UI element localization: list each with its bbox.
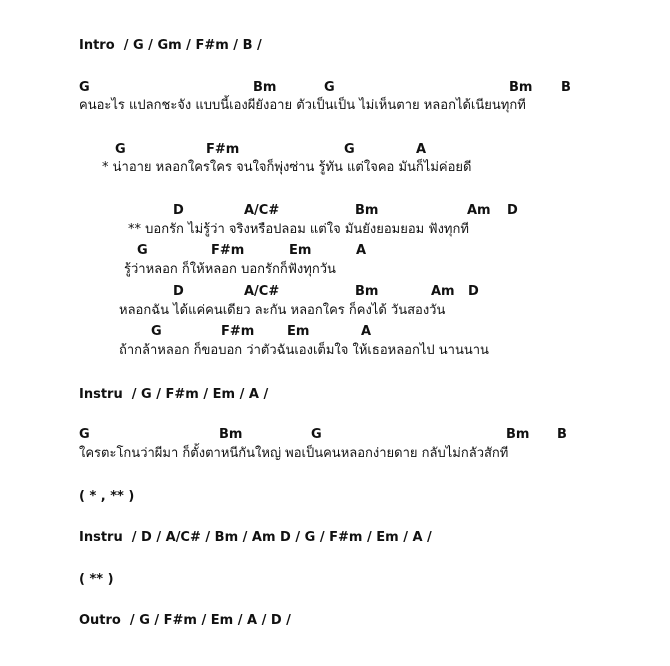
chord-label: G xyxy=(137,243,148,258)
chord-label: G xyxy=(115,142,126,157)
chord-label: G xyxy=(79,427,90,442)
lyric-line: รู้ว่าหลอก ก็ให้หลอก บอกรักก็ฟังทุกวัน xyxy=(124,262,336,277)
chord-label: D xyxy=(173,284,184,299)
chord-label: D xyxy=(173,203,184,218)
chord-label: A xyxy=(356,243,367,258)
lyric-line: * น่าอาย หลอกใครใคร จนใจก็พุ่งซ่าน รู้ทัน แต่ใจคอ มันก็ไม่ค่อยดี xyxy=(102,160,472,175)
intro-line: Intro / G / Gm / F#m / B / xyxy=(79,38,262,53)
chord-label: G xyxy=(324,80,335,95)
lyric-line: ถ้ากล้าหลอก ก็ขอบอก ว่าตัวฉันเองเต็มใจ ให้เธอหลอกไป นานนาน xyxy=(119,343,489,358)
lyric-line: ** บอกรัก ไม่รู้ว่า จริงหรือปลอม แต่ใจ มันยังยอมยอม ฟังทุกที xyxy=(128,222,469,237)
lyric-line: ใครตะโกนว่าผีมา ก็ตั้งตาหนีกันใหญ่ พอเป็นคนหลอกง่ายดาย กลับไม่กลัวสักที xyxy=(79,446,509,461)
chord-label: A xyxy=(416,142,427,157)
chord-label: G xyxy=(151,324,162,339)
chord-label: F#m xyxy=(221,324,255,339)
chord-label: G xyxy=(79,80,90,95)
chord-label: B xyxy=(557,427,567,442)
lyric-line: คนอะไร แปลกชะจัง แบบนี้เองผียังอาย ตัวเป็นเป็น ไม่เห็นตาย หลอกได้เนียนทุกที xyxy=(79,98,526,113)
chord-label: G xyxy=(344,142,355,157)
chord-label: Bm xyxy=(355,284,379,299)
repeat-marker: ( ** ) xyxy=(79,572,114,587)
repeat-marker: ( * , ** ) xyxy=(79,489,135,504)
chord-label: Bm xyxy=(506,427,530,442)
chord-label: G xyxy=(311,427,322,442)
chord-label: Bm xyxy=(253,80,277,95)
instru-line: Instru / G / F#m / Em / A / xyxy=(79,387,269,402)
chord-label: A/C# xyxy=(244,203,280,218)
chord-label: F#m xyxy=(206,142,240,157)
chord-label: Em xyxy=(289,243,312,258)
chord-label: Am xyxy=(467,203,491,218)
lyric-line: หลอกฉัน ได้แค่คนเดียว ละกัน หลอกใคร ก็คงได้ วันสองวัน xyxy=(119,303,446,318)
chord-label: Bm xyxy=(509,80,533,95)
chord-label: D xyxy=(468,284,479,299)
chord-label: D xyxy=(507,203,518,218)
instru-line: Instru / D / A/C# / Bm / Am D / G / F#m / Em / A / xyxy=(79,530,432,545)
chord-label: B xyxy=(561,80,571,95)
chord-label: Em xyxy=(287,324,310,339)
chord-label: A/C# xyxy=(244,284,280,299)
outro-line: Outro / G / F#m / Em / A / D / xyxy=(79,613,291,628)
chord-label: Am xyxy=(431,284,455,299)
chord-label: Bm xyxy=(219,427,243,442)
chord-label: Bm xyxy=(355,203,379,218)
chord-label: F#m xyxy=(211,243,245,258)
chord-label: A xyxy=(361,324,372,339)
